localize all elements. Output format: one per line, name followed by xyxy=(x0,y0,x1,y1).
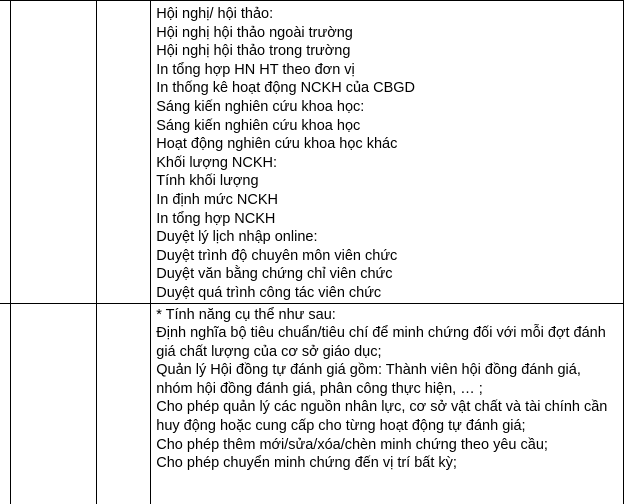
text-line: In thống kê hoạt động NCKH của CBGD xyxy=(156,80,415,97)
cell-text-block xyxy=(151,304,623,473)
text-line: Tính khối lượng xyxy=(156,173,259,190)
table-cell-empty xyxy=(11,1,97,304)
table-cell-edge xyxy=(0,1,11,304)
text-line: Hội nghị/ hội thảo: xyxy=(156,6,274,22)
cell-text-block xyxy=(151,1,623,303)
text-line: * Tính năng cụ thể như sau: xyxy=(156,306,336,323)
text-line: Hội nghị hội thảo trong trường xyxy=(156,43,351,60)
text-line: Khối lượng NCKH: xyxy=(156,154,278,171)
text-line: Duyệt quá trình công tác viên chức xyxy=(156,284,382,301)
table-cell-content xyxy=(151,303,624,504)
table-cell-edge xyxy=(0,303,11,504)
table-row xyxy=(0,1,624,304)
text-line: Hội nghị hội thảo ngoài trường xyxy=(156,24,353,41)
text-line: Duyệt trình độ chuyên môn viên chức xyxy=(156,247,398,264)
text-line: Duyệt lý lịch nhập online: xyxy=(156,229,318,246)
text-line: Duyệt văn bằng chứng chỉ viên chức xyxy=(156,266,393,283)
table-cell-empty xyxy=(11,303,97,504)
table-row xyxy=(0,303,624,504)
text-line: Sáng kiến nghiên cứu khoa học xyxy=(156,117,361,134)
table-cell-empty xyxy=(97,303,151,504)
text-line: Định nghĩa bộ tiêu chuẩn/tiêu chí để minh chứng đối với mỗi đợt đánh giá chất lượng của cơ sở giáo dục; xyxy=(156,325,606,360)
text-line: Cho phép thêm mới/sửa/xóa/chèn minh chứng theo yêu cầu; xyxy=(156,436,548,453)
table-cell-empty xyxy=(97,1,151,304)
table-cell-content xyxy=(151,1,624,304)
text-line: In tổng hợp HN HT theo đơn vị xyxy=(156,61,355,78)
text-line: In tổng hợp NCKH xyxy=(156,210,276,227)
text-line: Cho phép chuyển minh chứng đến vị trí bất kỳ; xyxy=(156,455,457,472)
text-line: Sáng kiến nghiên cứu khoa học: xyxy=(156,98,365,115)
text-line: Quản lý Hội đồng tự đánh giá gồm: Thành viên hội đồng đánh giá, nhóm hội đồng đánh giá, phân công thực hiện, … ; xyxy=(156,362,581,397)
text-line: In định mức NCKH xyxy=(156,191,278,208)
text-line: Cho phép quản lý các nguồn nhân lực, cơ sở vật chất và tài chính cần huy động hoặc cung cấp cho từng hoạt động tự đánh giá; xyxy=(156,399,608,435)
text-line: Hoạt động nghiên cứu khoa học khác xyxy=(156,136,398,153)
